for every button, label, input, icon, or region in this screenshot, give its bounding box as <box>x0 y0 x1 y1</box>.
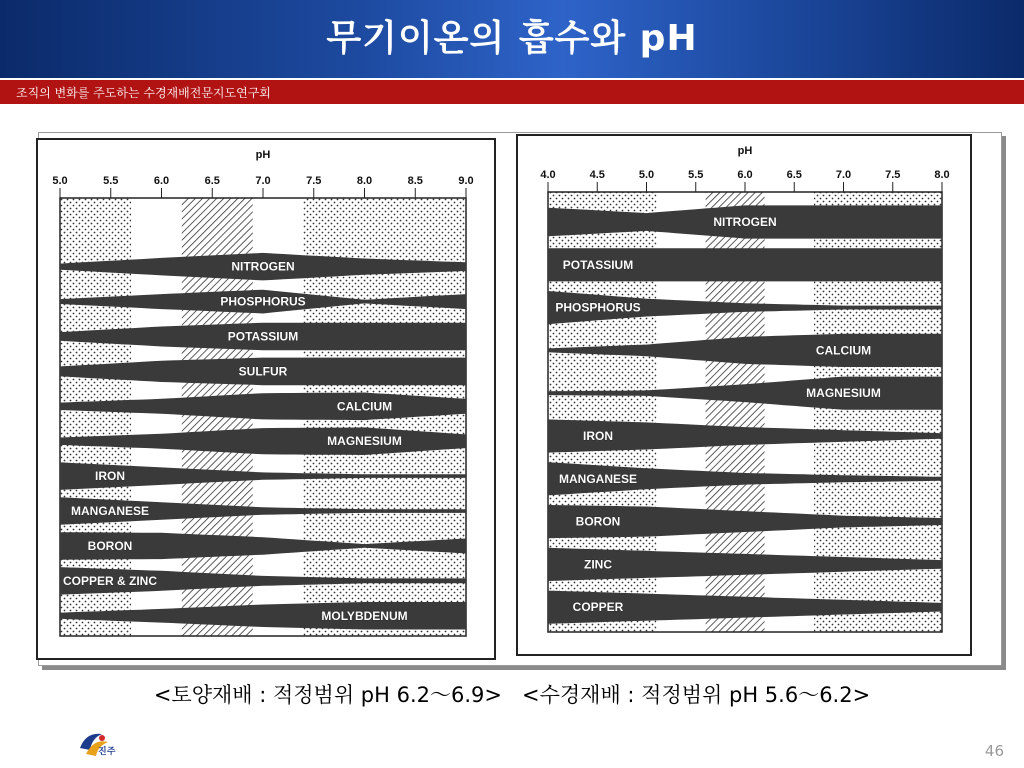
nutrient-label: POTASSIUM <box>562 257 634 272</box>
caption-soil: <토양재배 : 적정범위 pH 6.2～6.9> <box>153 683 502 707</box>
hydroponic-ph-chart <box>516 134 972 656</box>
x-tick-label: 5.5 <box>688 169 704 181</box>
x-tick-label: 5.0 <box>638 169 655 181</box>
x-tick-label: 7.0 <box>835 169 852 181</box>
caption-hydroponic: <수경재배 : 적정범위 pH 5.6～6.2> <box>522 683 871 707</box>
x-tick-label: 7.5 <box>306 175 322 187</box>
nutrient-label: COPPER & ZINC <box>62 573 158 588</box>
nutrient-label: COPPER <box>572 600 624 615</box>
x-tick-label: 5.0 <box>52 175 68 187</box>
x-tick-label: 6.5 <box>204 175 220 187</box>
x-tick-label: 6.0 <box>737 169 753 181</box>
x-tick-label: 5.5 <box>103 175 119 187</box>
x-axis-label: pH <box>255 149 271 161</box>
nutrient-label: MOLYBDENUM <box>321 608 408 623</box>
nutrient-label: NITROGEN <box>713 214 777 229</box>
x-tick-label: 4.5 <box>589 169 605 181</box>
x-axis-label: pH <box>737 145 753 157</box>
x-tick-label: 9.0 <box>458 175 474 187</box>
x-tick-label: 7.5 <box>885 169 901 181</box>
nutrient-label: POTASSIUM <box>227 329 299 344</box>
x-tick-label: 7.0 <box>255 175 271 187</box>
nutrient-label: MAGNESIUM <box>806 386 881 401</box>
nutrient-label: BORON <box>87 538 133 553</box>
page-subtitle: 조직의 변화를 주도하는 수경재배전문지도연구회 <box>16 86 271 100</box>
x-tick-label: 4.0 <box>540 169 556 181</box>
nutrient-label: SULFUR <box>238 364 288 379</box>
nutrient-label: ZINC <box>584 557 612 572</box>
x-tick-label: 6.5 <box>786 169 802 181</box>
nutrient-label: IRON <box>583 428 613 443</box>
nutrient-label: PHOSPHORUS <box>220 294 306 309</box>
nutrient-label: PHOSPHORUS <box>555 300 641 315</box>
soil-ph-chart <box>36 138 496 660</box>
page-number: 46 <box>984 742 1004 760</box>
nutrient-label: NITROGEN <box>231 259 295 274</box>
nutrient-label: MANGANESE <box>70 504 150 519</box>
nutrient-label: IRON <box>95 469 125 484</box>
x-tick-label: 6.0 <box>153 175 170 187</box>
x-tick-label: 8.0 <box>356 175 373 187</box>
nutrient-label: CALCIUM <box>815 343 872 358</box>
nutrient-label: MAGNESIUM <box>327 434 402 449</box>
nutrient-label: MANGANESE <box>558 471 638 486</box>
caption <box>0 679 1024 709</box>
nutrient-label: CALCIUM <box>336 399 393 414</box>
x-tick-label: 8.5 <box>407 175 423 187</box>
x-tick-label: 8.0 <box>934 169 950 181</box>
nutrient-label: BORON <box>575 514 621 529</box>
page-title: 무기이온의 흡수와 pH <box>326 18 698 59</box>
logo-text: 진주 <box>98 747 116 757</box>
